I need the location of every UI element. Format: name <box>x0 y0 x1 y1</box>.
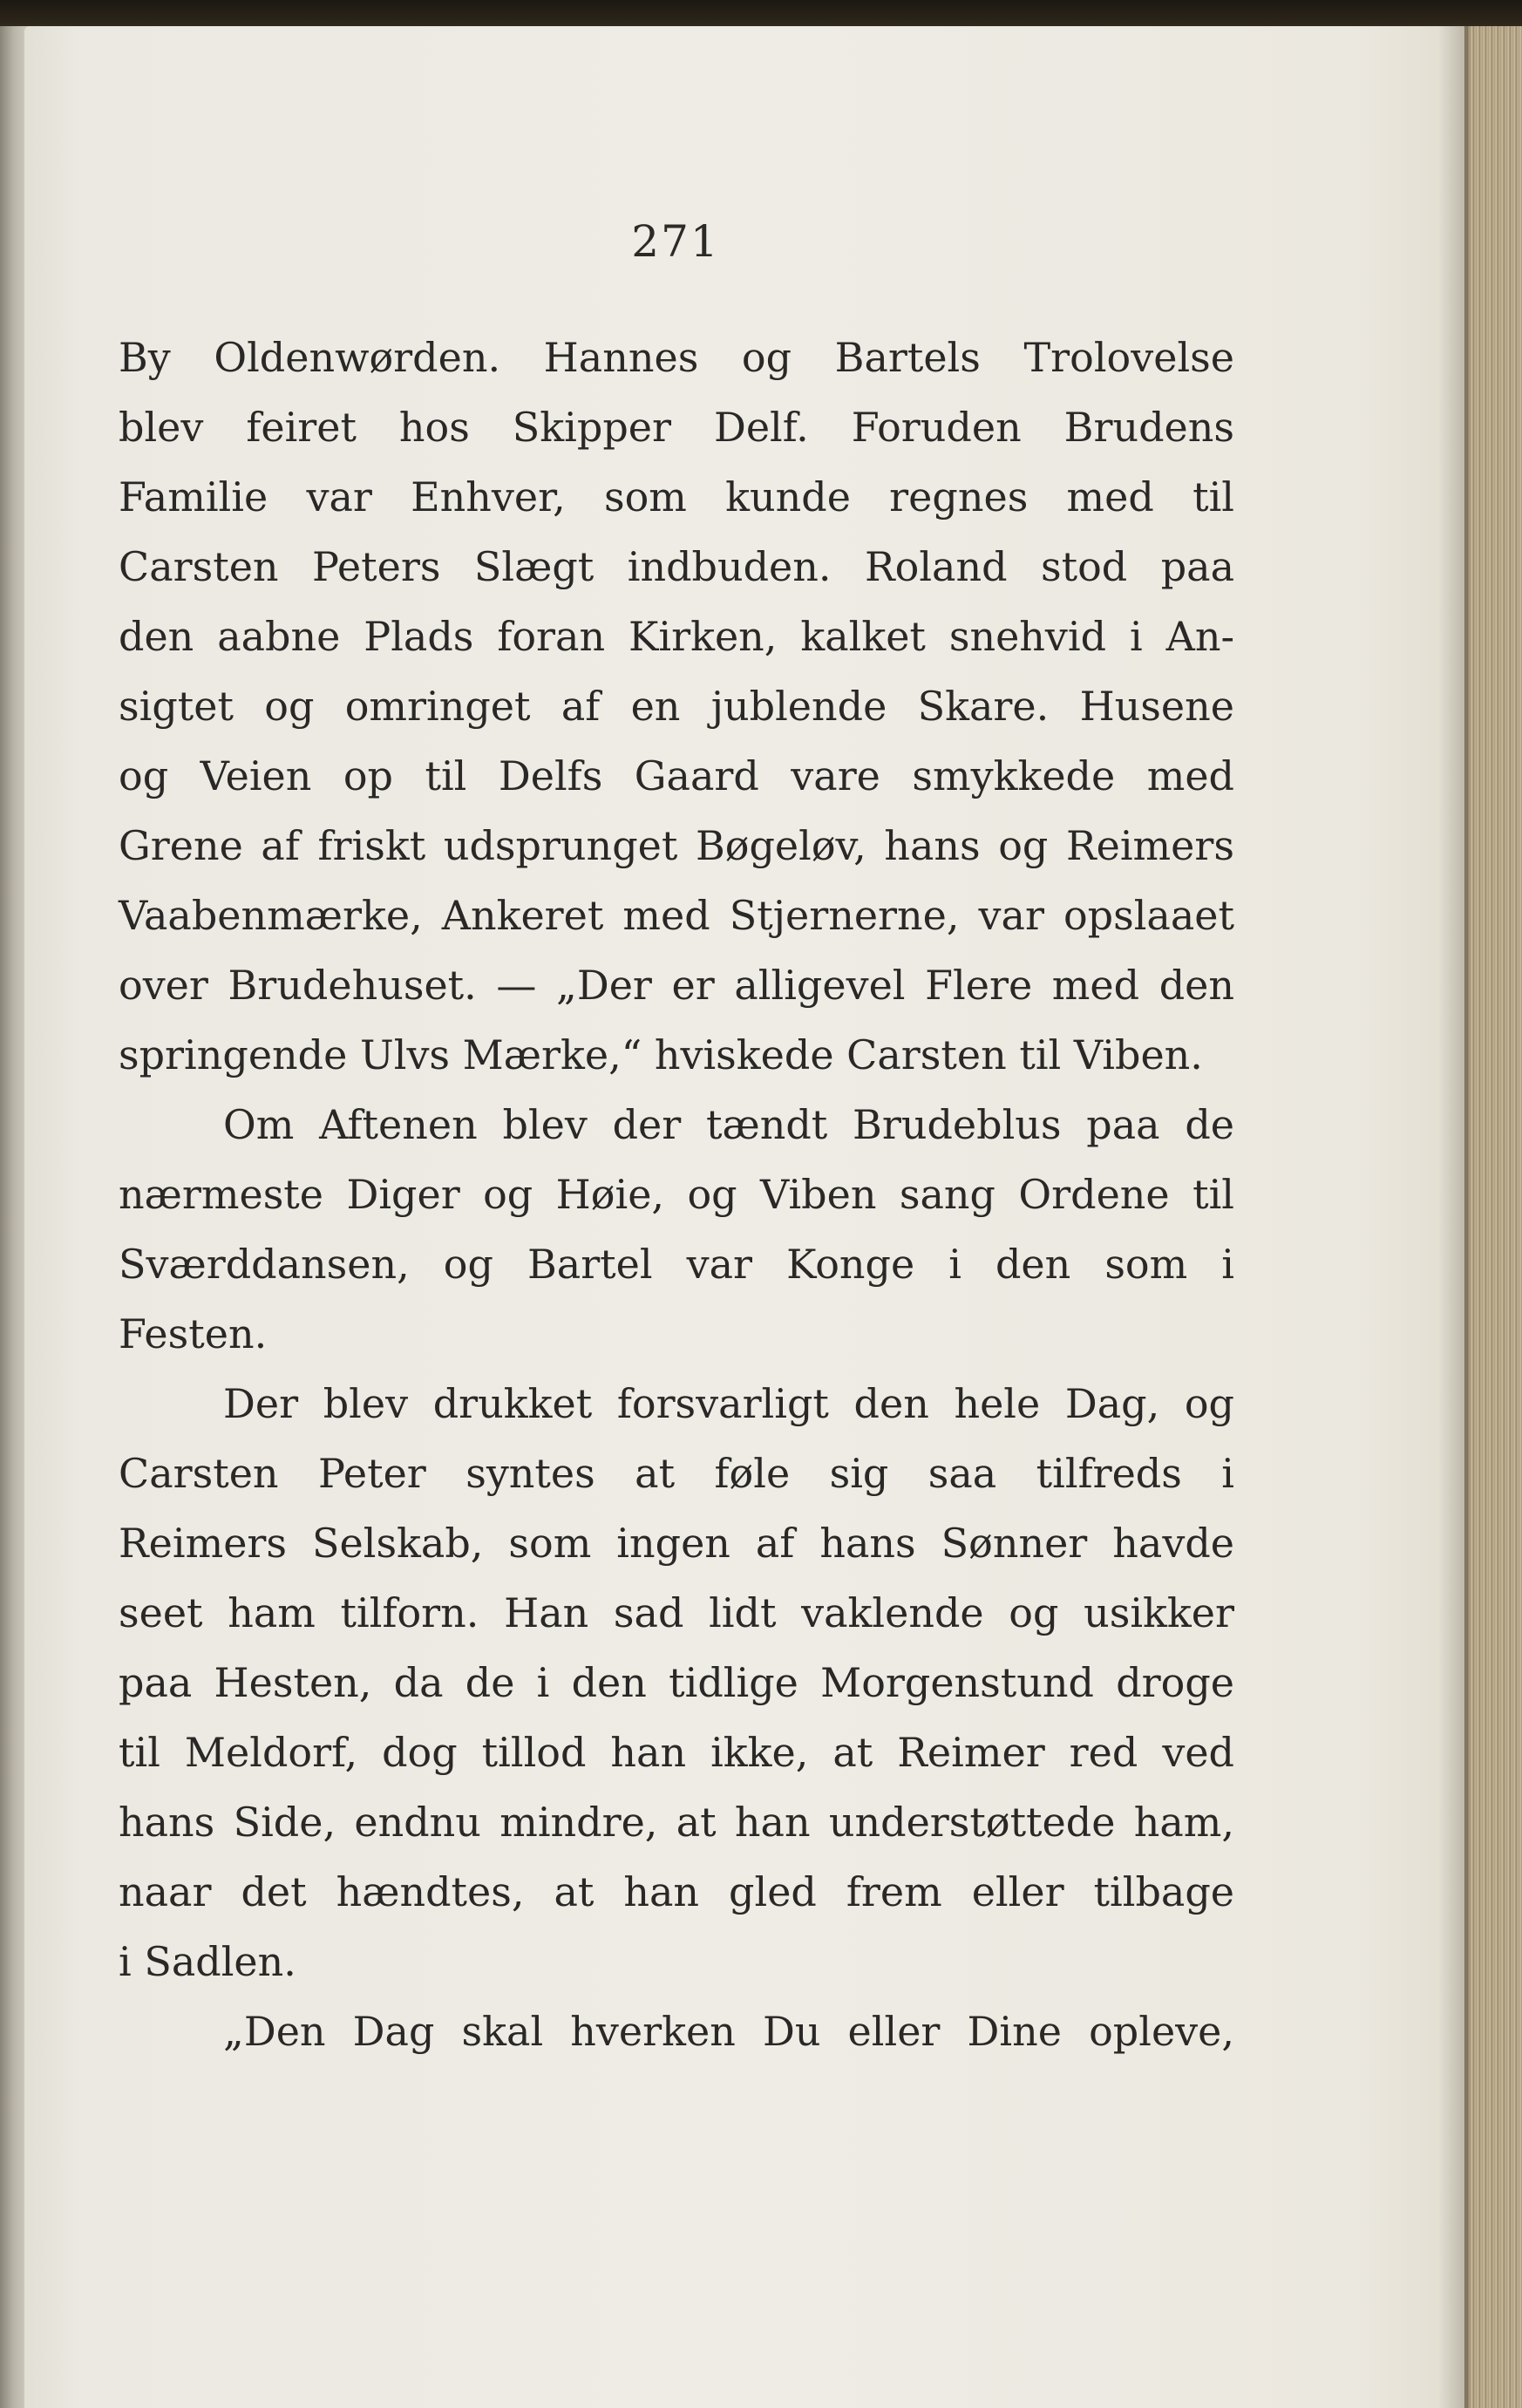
text-line: Carsten Peters Slægt indbuden. Roland stod paa <box>119 543 1234 590</box>
text-line: naar det hændtes, at han gled frem eller tilbage <box>119 1868 1234 1915</box>
text-line: blev feiret hos Skipper Delf. Foruden Brudens <box>119 404 1234 451</box>
text-line: sigtet og omringet af en jublende Skare. Husene <box>119 683 1234 730</box>
text-line: den aabne Plads foran Kirken, kalket snehvid i An- <box>119 613 1234 660</box>
text-line: Der blev drukket forsvarligt den hele Dag, og <box>223 1380 1234 1427</box>
page-block-edges <box>1464 26 1522 2408</box>
text-line: Sværddansen, og Bartel var Konge i den som i <box>119 1241 1234 1288</box>
text-line: i Sadlen. <box>119 1938 296 1985</box>
text-line: Om Aftenen blev der tændt Brudeblus paa de <box>223 1101 1234 1148</box>
text-line: paa Hesten, da de i den tidlige Morgenstund droge <box>119 1659 1234 1706</box>
page-curve-shadow <box>1438 26 1466 2408</box>
text-line: Familie var Enhver, som kunde regnes med til <box>119 473 1234 520</box>
text-line: By Oldenwørden. Hannes og Bartels Trolovelse <box>119 334 1234 381</box>
text-line: Carsten Peter syntes at føle sig saa tilfreds i <box>119 1450 1234 1497</box>
text-line: „Den Dag skal hverken Du eller Dine opleve, <box>223 2008 1234 2055</box>
text-line: seet ham tilforn. Han sad lidt vaklende og usikker <box>119 1589 1234 1636</box>
text-line: Festen. <box>119 1310 268 1357</box>
text-line: Grene af friskt udsprunget Bøgeløv, hans og Reimers <box>119 822 1234 869</box>
text-line: Vaabenmærke, Ankeret med Stjernerne, var opslaaet <box>119 892 1234 939</box>
text-line: og Veien op til Delfs Gaard vare smykkede med <box>119 752 1234 799</box>
text-line: til Meldorf, dog tillod han ikke, at Reimer red ved <box>119 1729 1234 1776</box>
text-line: Reimers Selskab, som ingen af hans Sønner havde <box>119 1520 1234 1567</box>
page-number: 271 <box>631 216 720 267</box>
text-line: over Brudehuset. — „Der er alligevel Flere med den <box>119 962 1234 1009</box>
text-line: springende Ulvs Mærke,“ hviskede Carsten til Viben. <box>119 1031 1203 1078</box>
text-line: nærmeste Diger og Høie, og Viben sang Ordene til <box>119 1171 1234 1218</box>
text-line: hans Side, endnu mindre, at han understøttede ham, <box>119 1799 1234 1846</box>
